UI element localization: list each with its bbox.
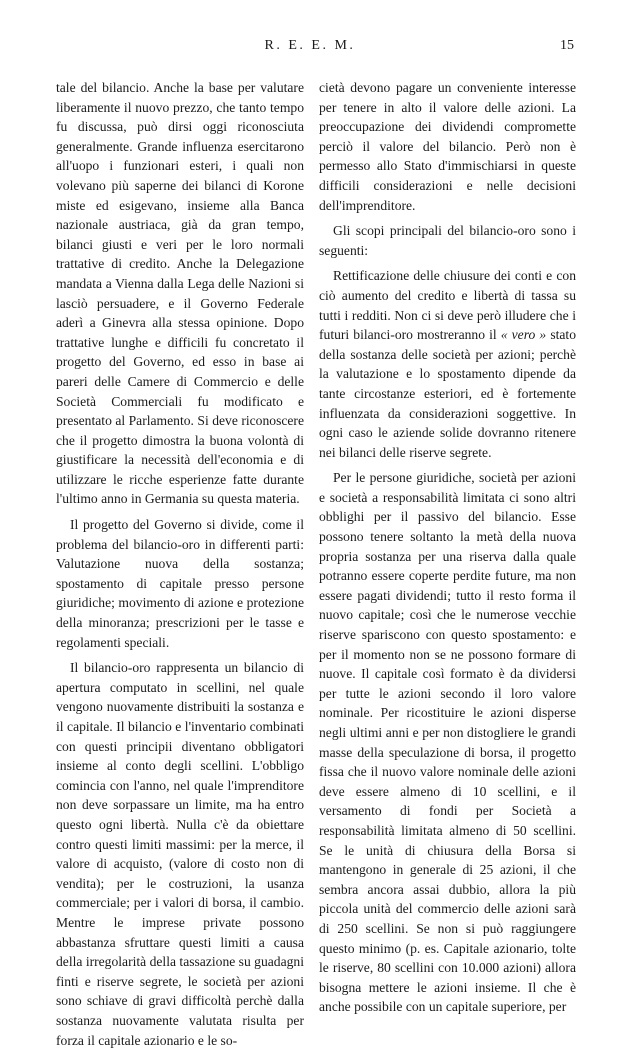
page-header <box>0 38 620 62</box>
paragraph: Gli scopi principali del bilancio-oro sono i seguenti: <box>319 223 576 258</box>
paragraph: Per le persone giuridiche, società per azioni e società a responsabilità limitata ci sono altri obblighi per il passivo del bilancio. Esse possono tenere soltanto la metà della nuova propria sostanza per una riserva dalla quale potranno essere coperte perdite future, ma non essere pagati dividendi; tutto il resto forma il nuovo capitale; così che le numerose vecchie riserve spariscono con questo spostamento: e per il momento non se ne possono formare di nuove. Il capitale così formato è da dividersi per tutte le azioni secondo il loro valore nominale. Per ricostituire le azioni disperse negli ultimi anni e per non distogliere le grandi masse della speculazione di borsa, il progetto fissa che il nuovo valore nominale delle azioni deve essere almeno di 10 scellini, e il versamento di fondi per Società a responsabilità limitata almeno di 50 scellini. Se le unità di chiusura della Borsa si mantengono in generale di 25 azioni, il che sembra ancora assai dubbio, allora la più piccola unità del commercio delle azioni sarà di 250 scellini. Se non si può raggiungere questo minimo (p. es. Capitale azionario, tolte le riserve, 80 scellini con 10.000 azioni) allora bisogna mettere le azioni insieme. Il che è anche possibile con un capitale superiore, per <box>319 470 576 1015</box>
paragraph-text: stato della sostanza delle società per azioni; perchè la valutazione e lo spostamento dipende da tante circostanze esteriori, ed è fortemente influenzata da considerazioni soggettive. In ogni caso le aziende solide dovranno ritenere nei bilanci delle riserve segrete. <box>319 327 576 460</box>
paragraph <box>319 266 576 462</box>
emphasis-text: « vero » <box>500 327 547 343</box>
paragraph-text: Rettificazione delle chiusure dei conti e con ciò aumento del credito e libertà di tassa su tutti i redditi. Non ci si deve però illudere che i futuri bilanci-oro mostreranno il <box>319 268 576 343</box>
paragraph: Il bilancio-oro rappresenta un bilancio di apertura computato in scellini, nel quale vengono nuovamente distribuiti la sostanza e il capitale. Il bilancio e l'inventario combinati con questi principii diventano obbligatori insieme al conto degli scellini. L'obbligo comincia con l'anno, nel quale l'imprenditore non deve sorpassare un limite, ma ha entro questo ogni libertà. Nulla c'è da obiettare contro questi limiti massimi: per la merce, il valore di acquisto, (valore di costo non di vendita); per le costruzioni, la usanza commerciale; per i valori di borsa, il cambio. Mentre le imprese private possono abbastanza sfruttare questi limiti a causa della irregolarità della tassazione su guadagni finti e riserve segrete, le società per azioni sono schiave di gravi difficoltà perchè dalla sostanza nuovamente valutata risulta per forza il capitale azionario e le so- <box>56 660 304 1048</box>
left-column <box>56 78 304 1050</box>
right-column <box>319 78 576 1017</box>
page-number: 15 <box>560 38 574 53</box>
paragraph: cietà devono pagare un conveniente interesse per tenere in alto il valore delle azioni. La preoccupazione dei dividendi compromette perciò il valore del bilancio. Però non è permesso allo Stato d'immischiarsi in queste difficili considerazioni e nelle decisioni dell'imprenditore. <box>319 80 576 213</box>
paragraph: tale del bilancio. Anche la base per valutare liberamente il nuovo prezzo, che tanto tempo fu discussa, può dirsi oggi riconosciuta generalmente. Grande influenza esercitarono all'uopo i funzionari esteri, i quali non volevano più saperne dei bilanci di Korone miste ed esigevano, insieme alla Banca nazionale austriaca, già da gran tempo, bilanci giusti e veri per le loro normali trattative di credito. Anche la Delegazione mandata a Vienna dalla Lega delle Nazioni si lasciò persuadere, e il Governo Federale aderì a Ginevra alla stessa opinione. Dopo trattative lunghe e difficili fu concretato il progetto del Governo, ed esso in base ai pareri delle Camere di Commercio e delle Società Commerciali fu modificato e presentato al Parlamento. Si deve riconoscere che il progetto dimostra la buona volontà di giustificare la necessità dell'economia e di utilizzare le ricche esperienze fatte durante l'ultimo anno in Germania su questa materia. <box>56 80 304 507</box>
paragraph: Il progetto del Governo si divide, come il problema del bilancio-oro in differenti parti: Valutazione nuova della sostanza; spostamento di capitale presso persone giuridiche; movimento di azione e protezione della minoranza; prescrizioni per le tasse e regolamenti speciali. <box>56 517 304 650</box>
running-title: R. E. E. M. <box>264 38 356 53</box>
